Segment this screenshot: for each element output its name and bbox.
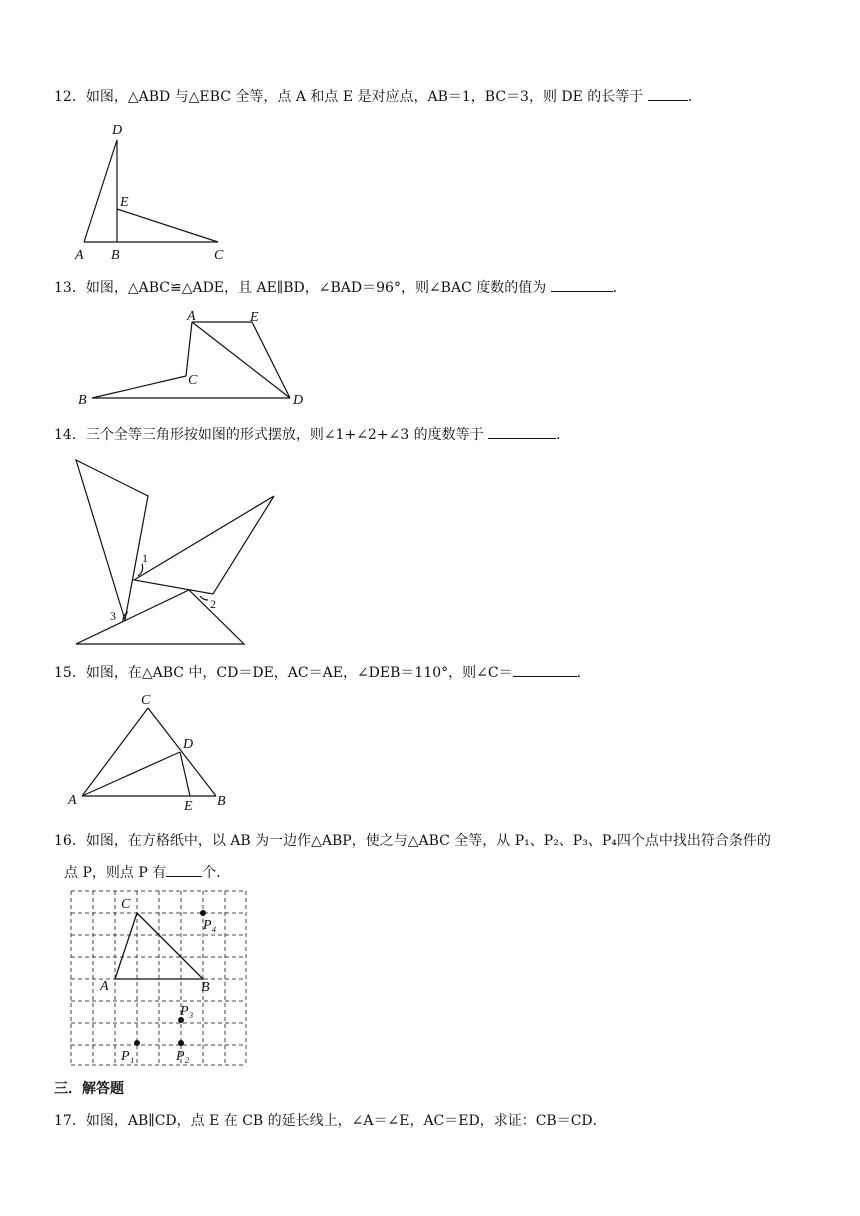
label-P3: P₃	[180, 1004, 194, 1019]
label-E: E	[250, 310, 259, 325]
question-number: 13．	[54, 280, 86, 296]
question-number: 12．	[54, 89, 86, 105]
question-text: 如图，在方格纸中，以 AB 为一边作△ABP，使之与△ABC 全等，从 P₁、P₂、P₃、P₄四个点中找出符合条件的	[85, 833, 771, 849]
angle-1-label: 1	[142, 551, 148, 565]
label-B: B	[78, 393, 87, 408]
label-D: D	[183, 737, 194, 752]
question-text: 如图，△ABD 与△EBC 全等，点 A 和点 E 是对应点，AB＝1，BC＝3，则 DE 的长等于	[85, 89, 644, 105]
question-text: 如图，AB∥CD，点 E 在 CB 的延长线上，∠A＝∠E，AC＝ED，求证：CB＝CD．	[85, 1113, 607, 1129]
question-text: 如图，△ABC≌△ADE，且 AE∥BD，∠BAD＝96°，则∠BAC 度数的值为	[85, 280, 547, 296]
question-number: 17．	[54, 1113, 86, 1129]
section-heading: 三．解答题	[54, 1081, 124, 1097]
question-text: 点 P，则点 P 有	[64, 865, 167, 881]
question-13: 13．如图，△ABC≌△ADE，且 AE∥BD，∠BAD＝96°，则∠BAC 度数的值为 ．	[54, 277, 627, 298]
label-B: B	[201, 980, 210, 995]
question-text: 如图，在△ABC 中，CD＝DE，AC＝AE，∠DEB＝110°，则∠C＝	[85, 665, 513, 681]
figure-14	[70, 454, 285, 649]
label-D: D	[293, 393, 304, 408]
question-12: 12．如图，△ABD 与△EBC 全等，点 A 和点 E 是对应点，AB＝1，BC＝3，则 DE 的长等于 ．	[54, 86, 702, 107]
label-C: C	[188, 373, 198, 388]
figure-15	[64, 690, 244, 816]
answer-blank[interactable]	[551, 277, 613, 292]
question-17	[54, 1111, 607, 1131]
question-number: 15．	[54, 665, 86, 681]
figure-13	[74, 308, 314, 408]
question-14: 14．三个全等三角形按如图的形式摆放，则∠1+∠2+∠3 的度数等于 ．	[54, 424, 570, 445]
label-A: A	[100, 979, 109, 994]
label-D: D	[112, 123, 123, 138]
question-suffix: 个．	[202, 865, 231, 881]
label-C: C	[214, 248, 224, 263]
figure-16-grid	[70, 890, 248, 1068]
answer-blank[interactable]	[513, 662, 577, 677]
answer-blank[interactable]	[648, 86, 688, 101]
label-C: C	[141, 693, 151, 708]
answer-blank[interactable]	[488, 424, 556, 439]
angle-2-label: 2	[210, 597, 216, 611]
label-A: A	[187, 309, 196, 324]
label-A: A	[68, 793, 77, 808]
label-P1: P₁	[121, 1049, 135, 1064]
answer-blank[interactable]	[166, 862, 202, 877]
question-15: 15．如图，在△ABC 中，CD＝DE，AC＝AE，∠DEB＝110°，则∠C＝ ．	[54, 662, 591, 683]
question-number: 14．	[54, 427, 86, 443]
question-number: 16．	[54, 833, 86, 849]
figure-12	[70, 118, 240, 268]
label-B: B	[111, 248, 120, 263]
label-E: E	[120, 195, 129, 210]
label-P4: P₄	[203, 918, 217, 933]
angle-3-label: 3	[110, 609, 116, 623]
question-text: 三个全等三角形按如图的形式摆放，则∠1+∠2+∠3 的度数等于	[85, 427, 484, 443]
label-C: C	[121, 897, 131, 912]
label-E: E	[184, 799, 193, 814]
label-P2: P₂	[176, 1049, 190, 1064]
label-B: B	[217, 794, 226, 809]
question-16-line2	[64, 862, 230, 883]
question-16	[54, 831, 771, 851]
label-A: A	[75, 248, 84, 263]
